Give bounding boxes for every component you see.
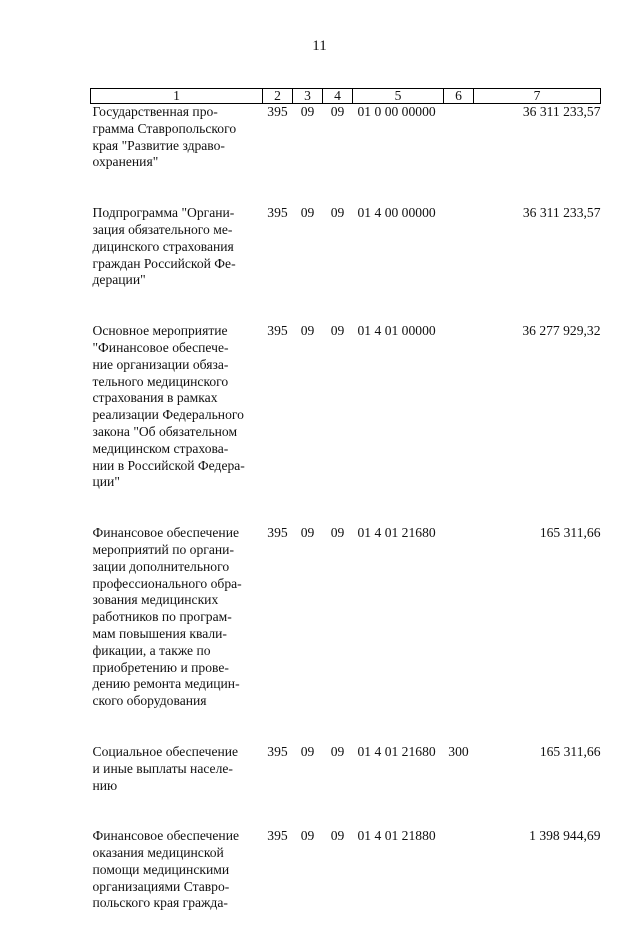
row-name-line: Государственная про- bbox=[93, 104, 263, 121]
row-name-line: закона "Об обязательном bbox=[93, 424, 263, 441]
row-name bbox=[91, 828, 263, 946]
row-name-line: медицинском страхова- bbox=[93, 441, 263, 458]
row-section-code: 09 bbox=[293, 828, 323, 946]
table-row bbox=[91, 828, 601, 946]
row-section-code: 09 bbox=[293, 104, 323, 206]
table-body bbox=[91, 104, 601, 946]
row-name-line: зация обязательного ме- bbox=[93, 222, 263, 239]
row-admin-code: 395 bbox=[263, 525, 293, 744]
column-header-1: 1 bbox=[91, 89, 263, 104]
row-subsection-code: 09 bbox=[323, 205, 353, 323]
row-expense-type-code bbox=[444, 205, 474, 323]
row-expense-type-code bbox=[444, 828, 474, 946]
row-name-line: работников по програм- bbox=[93, 609, 263, 626]
column-header-7: 7 bbox=[474, 89, 601, 104]
row-expense-type-code: 300 bbox=[444, 744, 474, 828]
row-name-line: Подпрограмма "Органи- bbox=[93, 205, 263, 222]
row-name-line: Финансовое обеспечение bbox=[93, 828, 263, 845]
row-name-line: Финансовое обеспечение bbox=[93, 525, 263, 542]
row-target-code: 01 4 00 00000 bbox=[353, 205, 444, 323]
row-target-code: 01 0 00 00000 bbox=[353, 104, 444, 206]
row-name bbox=[91, 525, 263, 744]
table-header-row bbox=[91, 89, 601, 104]
row-name-line: реализации Федерального bbox=[93, 407, 263, 424]
row-target-code: 01 4 01 21680 bbox=[353, 525, 444, 744]
row-name-line: приобретению и прове- bbox=[93, 660, 263, 677]
row-amount: 165 311,66 bbox=[474, 525, 601, 744]
table-row bbox=[91, 323, 601, 525]
row-section-code: 09 bbox=[293, 744, 323, 828]
column-header-4: 4 bbox=[323, 89, 353, 104]
row-name-line: охранения" bbox=[93, 154, 263, 171]
row-expense-type-code bbox=[444, 104, 474, 206]
row-name-line: зования медицинских bbox=[93, 592, 263, 609]
row-name-line: Основное мероприятие bbox=[93, 323, 263, 340]
row-name-line: Социальное обеспечение bbox=[93, 744, 263, 761]
row-name-line: ции" bbox=[93, 474, 263, 491]
row-name-line: мам повышения квали- bbox=[93, 626, 263, 643]
row-target-code: 01 4 01 00000 bbox=[353, 323, 444, 525]
page-number: 11 bbox=[0, 38, 639, 55]
column-header-5: 5 bbox=[353, 89, 444, 104]
row-admin-code: 395 bbox=[263, 323, 293, 525]
row-admin-code: 395 bbox=[263, 828, 293, 946]
table-row bbox=[91, 205, 601, 323]
row-name-line: польского края гражда- bbox=[93, 895, 263, 912]
row-name bbox=[91, 205, 263, 323]
column-header-3: 3 bbox=[293, 89, 323, 104]
row-name-line: граждан Российской Фе- bbox=[93, 256, 263, 273]
row-name-line: дению ремонта медицин- bbox=[93, 676, 263, 693]
row-name-line: края "Развитие здраво- bbox=[93, 138, 263, 155]
row-section-code: 09 bbox=[293, 525, 323, 744]
row-admin-code: 395 bbox=[263, 104, 293, 206]
row-expense-type-code bbox=[444, 525, 474, 744]
row-admin-code: 395 bbox=[263, 744, 293, 828]
column-header-2: 2 bbox=[263, 89, 293, 104]
row-admin-code: 395 bbox=[263, 205, 293, 323]
row-amount: 36 311 233,57 bbox=[474, 104, 601, 206]
row-name-line: и иные выплаты населе- bbox=[93, 761, 263, 778]
row-subsection-code: 09 bbox=[323, 828, 353, 946]
row-name-line: нии в Российской Федера- bbox=[93, 458, 263, 475]
row-name-line: фикации, а также по bbox=[93, 643, 263, 660]
row-name-line: дерации" bbox=[93, 272, 263, 289]
row-name-line: профессионального обра- bbox=[93, 576, 263, 593]
row-name-line: нию bbox=[93, 778, 263, 795]
row-name-line: грамма Ставропольского bbox=[93, 121, 263, 138]
budget-table bbox=[90, 88, 601, 946]
table-row bbox=[91, 104, 601, 206]
row-target-code: 01 4 01 21880 bbox=[353, 828, 444, 946]
row-section-code: 09 bbox=[293, 323, 323, 525]
row-name-line: оказания медицинской bbox=[93, 845, 263, 862]
row-amount: 36 311 233,57 bbox=[474, 205, 601, 323]
row-name-line: тельного медицинского bbox=[93, 374, 263, 391]
row-amount: 165 311,66 bbox=[474, 744, 601, 828]
row-subsection-code: 09 bbox=[323, 744, 353, 828]
row-name-line: помощи медицинскими bbox=[93, 862, 263, 879]
row-name-line: "Финансовое обеспече- bbox=[93, 340, 263, 357]
row-expense-type-code bbox=[444, 323, 474, 525]
row-name bbox=[91, 744, 263, 828]
column-header-6: 6 bbox=[444, 89, 474, 104]
row-name-line: организациями Ставро- bbox=[93, 879, 263, 896]
row-amount: 36 277 929,32 bbox=[474, 323, 601, 525]
row-target-code: 01 4 01 21680 bbox=[353, 744, 444, 828]
row-name-line: зации дополнительного bbox=[93, 559, 263, 576]
row-name-line: ние организации обяза- bbox=[93, 357, 263, 374]
row-name bbox=[91, 323, 263, 525]
row-name bbox=[91, 104, 263, 206]
row-name-line: ского оборудования bbox=[93, 693, 263, 710]
row-section-code: 09 bbox=[293, 205, 323, 323]
row-subsection-code: 09 bbox=[323, 104, 353, 206]
row-amount: 1 398 944,69 bbox=[474, 828, 601, 946]
row-name-line: страхования в рамках bbox=[93, 390, 263, 407]
row-name-line: мероприятий по органи- bbox=[93, 542, 263, 559]
table-row bbox=[91, 525, 601, 744]
table-row bbox=[91, 744, 601, 828]
row-name-line: дицинского страхования bbox=[93, 239, 263, 256]
row-subsection-code: 09 bbox=[323, 525, 353, 744]
row-subsection-code: 09 bbox=[323, 323, 353, 525]
